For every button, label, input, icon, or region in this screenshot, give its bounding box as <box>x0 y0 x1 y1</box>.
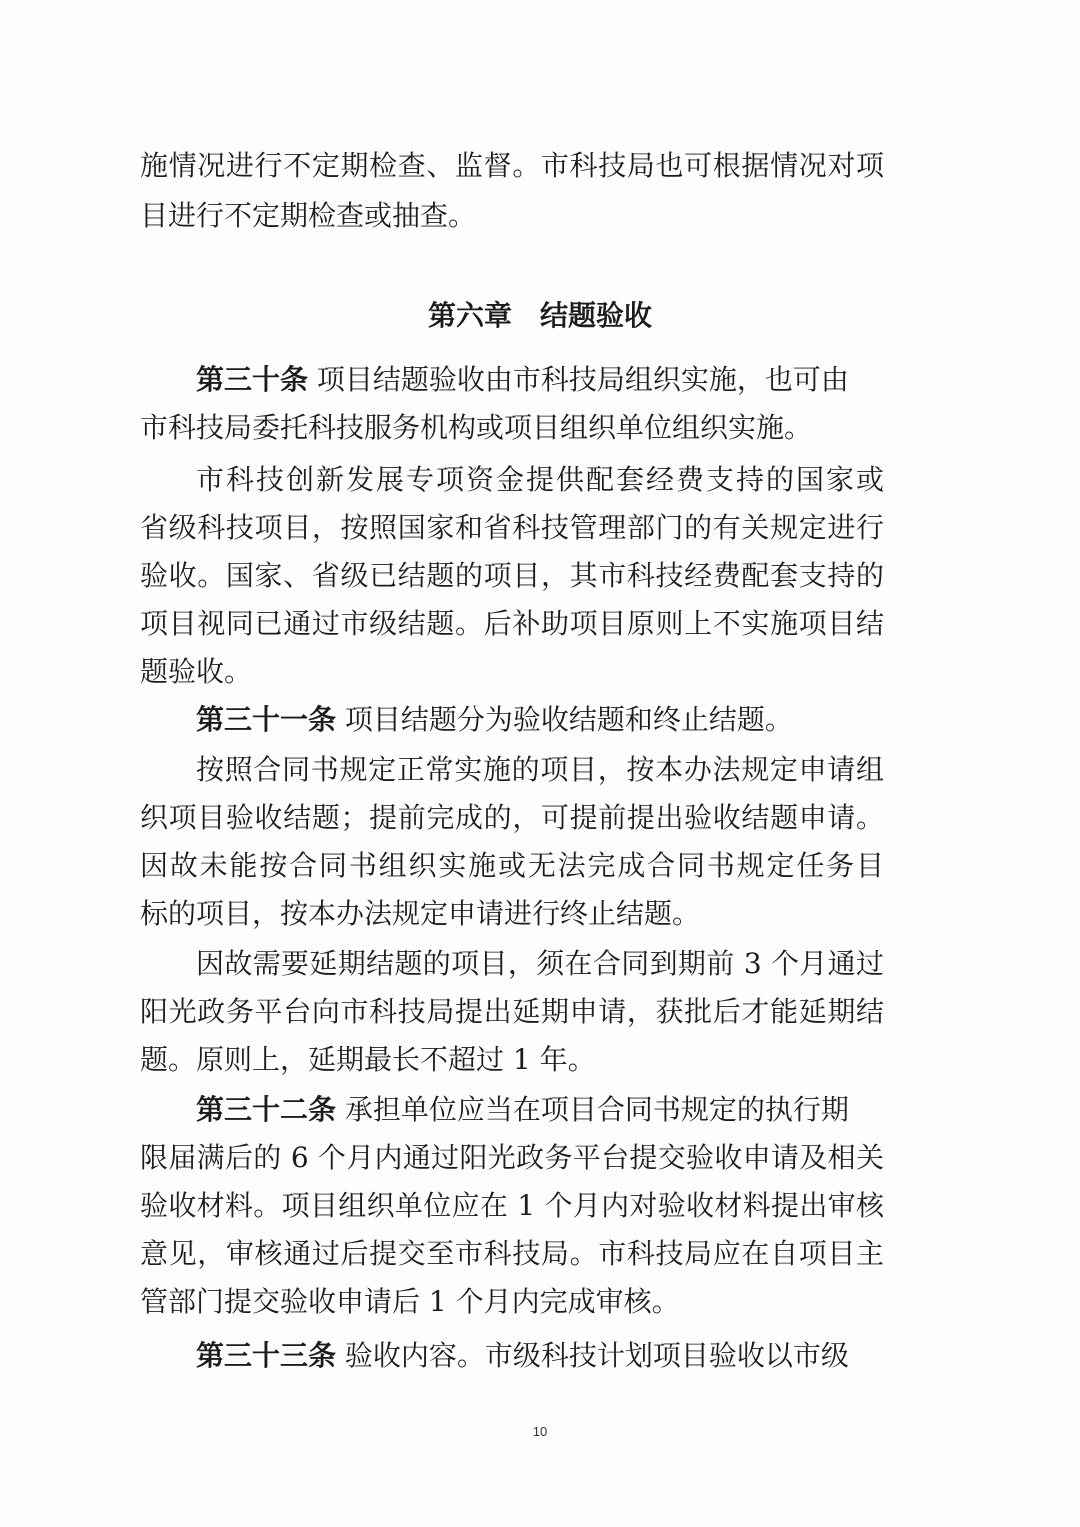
body-line: 验收。国家、省级已结题的项目，其市科技经费配套支持的 <box>140 559 884 592</box>
chapter-title: 第六章 结题验收 <box>427 299 652 332</box>
article-30-title: 第三十条 <box>196 363 309 396</box>
body-line: 验收材料。项目组织单位应在 1 个月内对验收材料提出审核 <box>140 1189 884 1222</box>
body-line: 目进行不定期检查或抽查。 <box>140 199 477 232</box>
article-31-title: 第三十一条 <box>196 703 337 736</box>
body-line: 省级科技项目，按照国家和省科技管理部门的有关规定进行 <box>140 511 884 544</box>
article-31-line-1 <box>196 696 884 744</box>
body-line: 施情况进行不定期检查、监督。市科技局也可根据情况对项 <box>140 149 884 182</box>
page-number: 10 <box>532 1424 548 1439</box>
body-line: 阳光政务平台向市科技局提出延期申请，获批后才能延期结 <box>140 995 884 1028</box>
article-30-text: 项目结题验收由市科技局组织实施，也可由 <box>316 363 849 396</box>
body-line: 管部门提交验收申请后 1 个月内完成审核。 <box>140 1285 680 1318</box>
body-line: 题验收。 <box>140 655 253 688</box>
article-33-line-1 <box>196 1332 884 1380</box>
article-30-line-1 <box>196 356 884 404</box>
article-32-line-1 <box>196 1086 884 1134</box>
article-33-text: 验收内容。市级科技计划项目验收以市级 <box>344 1339 849 1372</box>
body-line: 项目视同已通过市级结题。后补助项目原则上不实施项目结 <box>140 607 884 640</box>
article-31-text: 项目结题分为验收结题和终止结题。 <box>344 703 793 736</box>
article-33-title: 第三十三条 <box>196 1339 337 1372</box>
body-line: 市科技局委托科技服务机构或项目组织单位组织实施。 <box>140 411 813 444</box>
article-32-title: 第三十二条 <box>196 1093 337 1126</box>
body-line: 市科技创新发展专项资金提供配套经费支持的国家或 <box>196 463 884 496</box>
body-line: 限届满后的 6 个月内通过阳光政务平台提交验收申请及相关 <box>140 1141 884 1174</box>
body-line: 标的项目，按本办法规定申请进行终止结题。 <box>140 897 701 930</box>
body-line: 按照合同书规定正常实施的项目，按本办法规定申请组 <box>196 753 884 786</box>
body-line: 织项目验收结题；提前完成的，可提前提出验收结题申请。 <box>140 801 884 834</box>
body-line: 意见，审核通过后提交至市科技局。市科技局应在自项目主 <box>140 1237 884 1270</box>
body-line: 因故需要延期结题的项目，须在合同到期前 3 个月通过 <box>196 947 884 980</box>
article-32-text: 承担单位应当在项目合同书规定的执行期 <box>344 1093 849 1126</box>
body-line: 题。原则上，延期最长不超过 1 年。 <box>140 1043 596 1076</box>
body-line: 因故未能按合同书组织实施或无法完成合同书规定任务目 <box>140 849 884 882</box>
